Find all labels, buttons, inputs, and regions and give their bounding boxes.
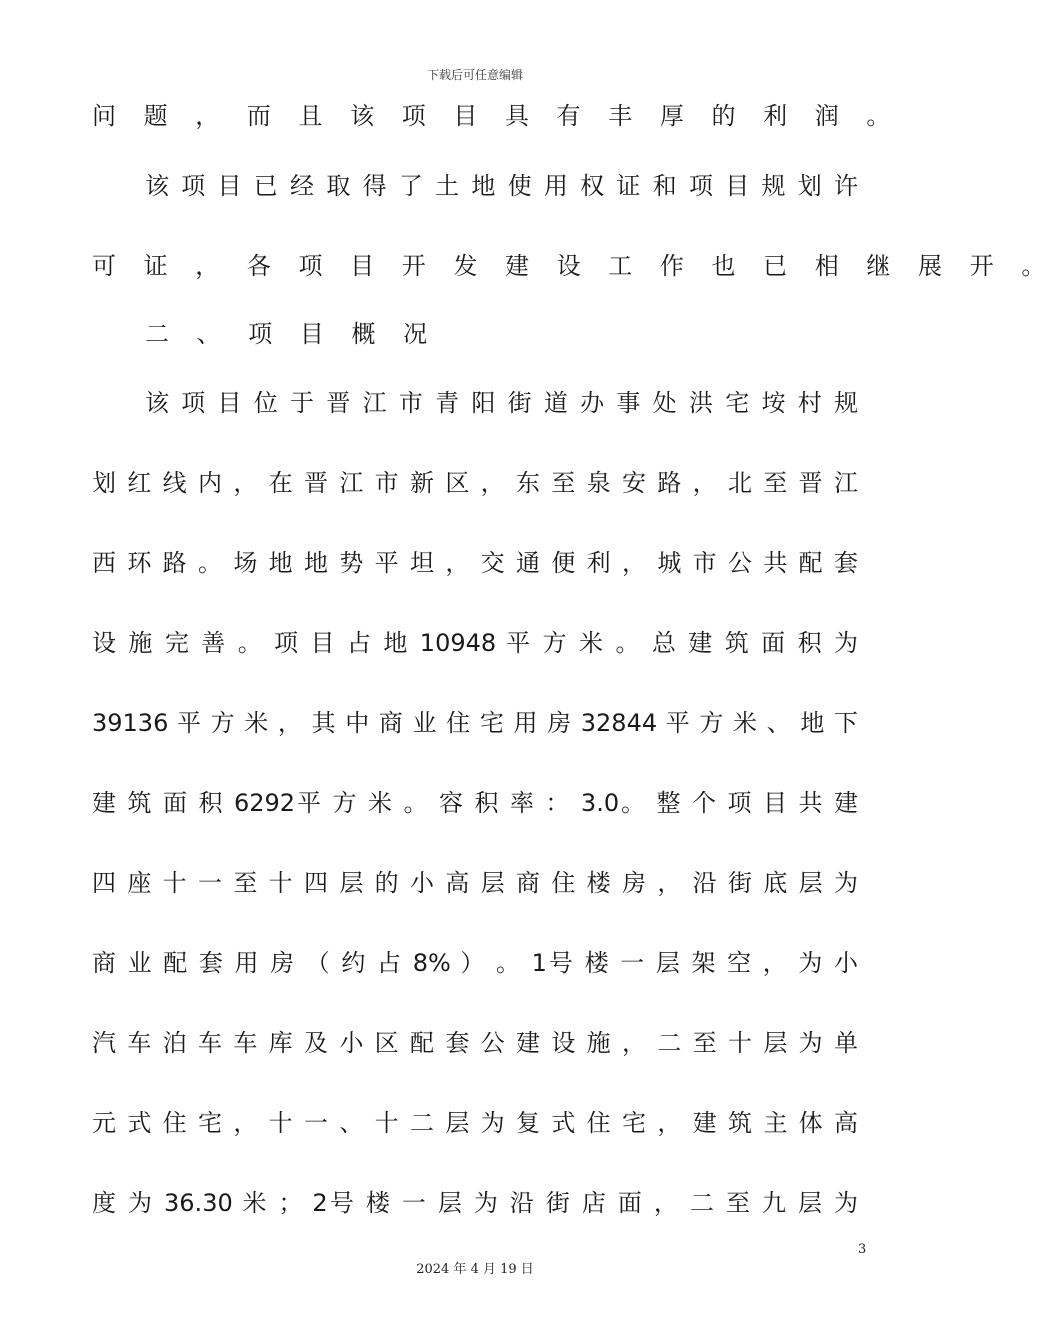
text-line-5: 该 项 目 位 于 晋 江 市 青 阳 街 道 办 事 处 洪 宅 垵 村 规 [145, 389, 858, 417]
text-line-2: 该 项 目 已 经 取 得 了 土 地 使 用 权 证 和 项 目 规 划 许 [145, 172, 858, 200]
page-number: 3 [858, 1242, 867, 1257]
text-line-13: 汽 车 泊 车 车 库 及 小 区 配 套 公 建 设 施 ， 二 至 十 层 为 单 [92, 1029, 858, 1057]
text-line-10: 建 筑 面 积 6292平 方 米 。 容 积 率 ： 3.0。 整 个 项 目 共 建 [92, 789, 858, 817]
header-note: 下载后可任意编辑 [426, 68, 523, 82]
footer-date: 2024 年 4 月 19 日 [416, 1262, 534, 1277]
text-line-9: 39136 平 方 米 ， 其 中 商 业 住 宅 用 房 32844 平 方 米 、 地 下 [92, 709, 858, 737]
text-line-6: 划 红 线 内 ， 在 晋 江 市 新 区 ， 东 至 泉 安 路 ， 北 至 晋 江 [92, 469, 858, 497]
text-line-3: 可 证 ， 各 项 目 开 发 建 设 工 作 也 已 相 继 展 开 。 [92, 252, 1055, 280]
section-heading: 二 、 项 目 概 况 [145, 320, 438, 348]
text-line-15: 度 为 36.30 米 ； 2号 楼 一 层 为 沿 街 店 面 ， 二 至 九 层 为 [92, 1189, 858, 1217]
text-line-8: 设 施 完 善 。 项 目 占 地 10948 平 方 米 。 总 建 筑 面 积 为 [92, 629, 858, 657]
text-line-12: 商 业 配 套 用 房 （ 约 占 8% ） 。 1号 楼 一 层 架 空 ， 为 小 [92, 949, 858, 977]
text-line-14: 元 式 住 宅 ， 十 一 、 十 二 层 为 复 式 住 宅 ， 建 筑 主 体 高 [92, 1109, 858, 1137]
text-line-11: 四 座 十 一 至 十 四 层 的 小 高 层 商 住 楼 房 ， 沿 街 底 层 为 [92, 869, 858, 897]
text-line-7: 西 环 路 。 场 地 地 势 平 坦 ， 交 通 便 利 ， 城 市 公 共 配 套 [92, 549, 858, 577]
text-line-1: 问 题 ， 而 且 该 项 目 具 有 丰 厚 的 利 润 。 [92, 102, 901, 130]
